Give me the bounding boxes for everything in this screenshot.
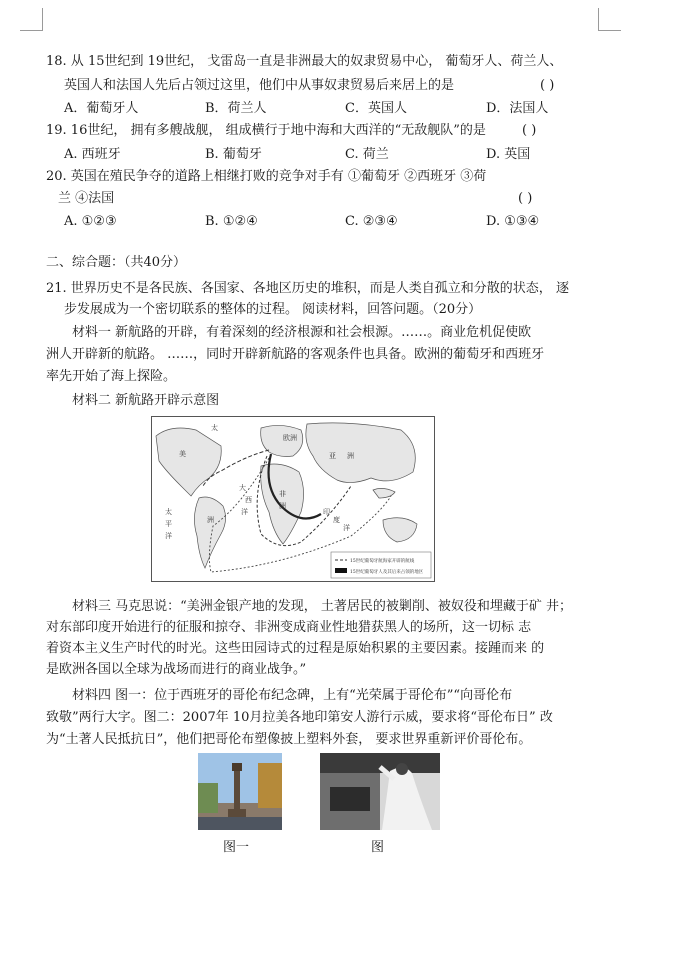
material3-line4: 是欧洲各国以全球为战场而进行的商业战争。” xyxy=(46,662,307,677)
q19-text: 19. 16世纪， 拥有多艘战舰， 组成横行于地中海和大西洋的“无敌舰队”的是 xyxy=(46,123,486,138)
map-label: 平 xyxy=(165,520,172,528)
map-label: 洲 xyxy=(207,516,214,524)
q21-text-line1: 21. 世界历史不是各民族、各国家、各地区历史的堆积，而是人类自孤立和分散的状态， 逐 xyxy=(46,281,569,296)
corner-mark-top-right xyxy=(598,8,621,31)
figure-2-caption: 图 xyxy=(371,840,385,855)
map-legend-solid-sample xyxy=(335,568,347,573)
q18-option-a: A．葡萄牙人 xyxy=(64,101,139,116)
material1-line1: 材料一 新航路的开辟，有着深刻的经济根源和社会根源。……。商业危机促使欧 xyxy=(72,325,532,340)
q18-option-c: C．英国人 xyxy=(345,101,407,116)
map-label: 洋 xyxy=(343,524,350,532)
map-label: 度 xyxy=(333,516,340,524)
q18-text-line2: 英国人和法国人先后占领过这里，他们中从事奴隶贸易后来居上的是 xyxy=(64,78,455,93)
q19-option-b: B. 葡萄牙 xyxy=(205,147,262,162)
columbus-monument-photo xyxy=(198,753,282,830)
map-label: 大 xyxy=(239,484,246,492)
material4-line3: 为“土著人民抵抗日”，他们把哥伦布塑像披上塑料外套， 要求世界重新评价哥伦布。 xyxy=(46,732,532,747)
protest-statue-photo xyxy=(320,753,440,830)
map-legend-item-2: 15世纪葡萄牙人及其后来占领的地区 xyxy=(350,570,424,575)
material3-line2: 对东部印度开始进行的征服和掠夺、非洲变成商业性地猎获黑人的场所，这一切标 志 xyxy=(46,620,532,635)
material1-line3: 率先开始了海上探险。 xyxy=(46,369,177,384)
q20-option-d: D. ①③④ xyxy=(486,214,540,229)
q18-option-d: D．法国人 xyxy=(486,101,549,116)
map-label: 西 xyxy=(245,496,252,504)
q19-answer-paren: ( ) xyxy=(522,123,537,138)
map-legend-item-1: 15世纪葡萄牙航海家开辟的航线 xyxy=(350,559,415,564)
q19-option-d: D. 英国 xyxy=(486,147,531,162)
map-label: 太 xyxy=(211,424,218,432)
q20-option-c: C. ②③④ xyxy=(345,214,398,229)
q19-option-c: C. 荷兰 xyxy=(345,147,389,162)
map-label: 洋 xyxy=(241,508,248,516)
material3-line1: 材料三 马克思说：“美洲金银产地的发现， 土著居民的被剿削、被奴役和埋藏于矿 井； xyxy=(72,599,573,614)
q20-option-b: B. ①②④ xyxy=(205,214,258,229)
new-routes-map xyxy=(151,416,435,582)
material1-line2: 洲人开辟新的航路。 ……，同时开辟新航路的客观条件也具备。欧洲的葡萄牙和西班牙 xyxy=(46,347,545,362)
material4-line2: 致敬”两行大字。图二：2007年 10月拉美各地印第安人游行示威，要求将“哥伦布日” 改 xyxy=(46,710,553,725)
map-label: 欧洲 xyxy=(283,434,297,442)
material2-title: 材料二 新航路开辟示意图 xyxy=(72,393,220,408)
section-heading: 二、综合题：（共40分） xyxy=(46,255,187,270)
q20-text-line1: 20. 英国在殖民争夺的道路上相继打败的竞争对手有 ①葡萄牙 ②西班牙 ③荷 xyxy=(46,169,487,184)
map-label: 印 xyxy=(323,508,330,516)
q18-answer-paren: ( ) xyxy=(540,78,555,93)
q20-answer-paren: ( ) xyxy=(518,191,533,206)
map-label: 洲 xyxy=(347,452,354,460)
q20-text-line2: 兰 ④法国 xyxy=(58,191,115,206)
corner-mark-top-left xyxy=(20,8,43,31)
q18-option-b: B．荷兰人 xyxy=(205,101,267,116)
map-label: 非 xyxy=(279,490,286,498)
map-label: 太 xyxy=(165,508,172,516)
map-label: 美 xyxy=(179,450,186,458)
figure-1-caption: 图一 xyxy=(223,840,250,855)
q21-text-line2: 步发展成为一个密切联系的整体的过程。 阅读材料，回答问题。（20分） xyxy=(64,302,482,317)
material4-line1: 材料四 图一：位于西班牙的哥伦布纪念碑，上有“光荣属于哥伦布”“向哥伦布 xyxy=(72,688,513,703)
material3-line3: 着资本主义生产时代的时光。这些田园诗式的过程是原始积累的主要因素。接踵而来 的 xyxy=(46,641,545,656)
q18-text-line1: 18. 从 15世纪到 19世纪， 戈雷岛一直是非洲最大的奴隶贸易中心， 葡萄牙人、荷兰人、 xyxy=(46,54,563,69)
map-label: 洋 xyxy=(165,532,172,540)
map-label: 洲 xyxy=(279,502,286,510)
map-label: 亚 xyxy=(329,452,336,460)
q20-option-a: A. ①②③ xyxy=(64,214,117,229)
q19-option-a: A. 西班牙 xyxy=(64,147,121,162)
